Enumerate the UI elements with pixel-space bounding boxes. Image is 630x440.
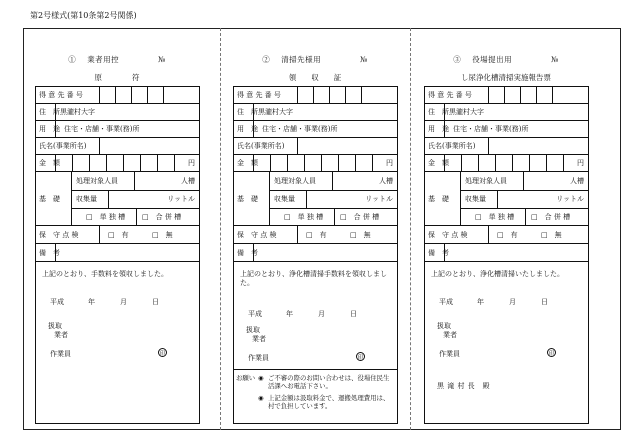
maintenance-row xyxy=(36,226,199,244)
address-label: 住 所 xyxy=(234,104,254,120)
volume-label: 収集量 xyxy=(465,195,486,203)
notes-section xyxy=(234,369,397,426)
yen-unit: 円 xyxy=(386,159,393,167)
column-title xyxy=(412,54,600,65)
amount-digit-cell[interactable] xyxy=(107,155,124,171)
basis-divider xyxy=(525,208,526,226)
column-number: ① xyxy=(68,55,77,64)
serial-number-label: № xyxy=(158,55,166,64)
use-label: 用 途 xyxy=(425,121,445,137)
combined-tank-checkbox[interactable]: □ 合 併 槽 xyxy=(531,213,571,221)
digit-cell[interactable] xyxy=(346,87,362,103)
use-label: 用 途 xyxy=(234,121,254,137)
remarks-label: 備 考 xyxy=(425,244,445,261)
remarks-row xyxy=(234,244,397,262)
basis-divider xyxy=(332,172,333,190)
date-year: 年 xyxy=(88,298,95,306)
name-row xyxy=(425,138,588,155)
column-purpose: 役場提出用 xyxy=(472,55,513,64)
digit-cell[interactable] xyxy=(132,87,148,103)
use-label: 用 途 xyxy=(36,121,56,137)
maintenance-no-checkbox[interactable]: □ 無 xyxy=(350,230,371,239)
digit-cell[interactable] xyxy=(537,87,553,103)
persons-label: 処理対象人員 xyxy=(465,177,507,185)
use-value: 住宅・店舗・事業(務)所 xyxy=(262,125,338,133)
maintenance-yes-checkbox[interactable]: □ 有 xyxy=(108,230,129,239)
seal-mark: 印 xyxy=(158,348,167,357)
date-day: 日 xyxy=(541,298,548,306)
amount-digit-cell[interactable] xyxy=(445,155,462,171)
form-column xyxy=(412,28,600,430)
serial-number-label: № xyxy=(360,55,368,64)
basis-label: 基 礎 xyxy=(36,172,72,225)
combined-tank-checkbox[interactable]: □ 合 併 槽 xyxy=(142,213,182,221)
amount-digit-cell[interactable] xyxy=(513,155,530,171)
volume-unit: リットル xyxy=(365,195,393,203)
worker-label: 作業員 xyxy=(439,350,460,358)
digit-cell[interactable] xyxy=(298,87,314,103)
combined-tank-checkbox[interactable]: □ 合 併 槽 xyxy=(340,213,380,221)
address-village: 黒瀧村大字 xyxy=(449,108,484,116)
amount-digit-cell[interactable] xyxy=(356,155,373,171)
digit-cell[interactable] xyxy=(521,87,537,103)
customer-number-label: 得 意 先 番 号 xyxy=(36,87,100,103)
company-label: 業者 xyxy=(252,335,266,343)
serial-number-label: № xyxy=(551,55,559,64)
single-tank-checkbox[interactable]: □ 単 独 槽 xyxy=(284,213,324,221)
receipt-statement: 上記のとおり、手数料を領収しました。 xyxy=(42,270,168,278)
worker-label: 作業員 xyxy=(248,354,269,362)
basis-divider xyxy=(523,172,524,190)
date-era: 平成 xyxy=(50,298,64,306)
maintenance-no-checkbox[interactable]: □ 無 xyxy=(541,230,562,239)
digit-cell[interactable] xyxy=(314,87,330,103)
address-label: 住 所 xyxy=(425,104,445,120)
volume-unit: リットル xyxy=(167,195,195,203)
basis-block xyxy=(36,172,199,226)
form-column xyxy=(23,28,211,430)
maintenance-row xyxy=(425,226,588,244)
column-subtitle: 原 符 xyxy=(94,73,140,82)
notes-label: お願い xyxy=(236,374,256,382)
receipt-statement: 上記のとおり、浄化槽清掃いたしました。 xyxy=(431,270,564,278)
digit-cell[interactable] xyxy=(489,87,505,103)
volume-unit: リットル xyxy=(556,195,584,203)
amount-digit-cell[interactable] xyxy=(56,155,73,171)
basis-label: 基 礎 xyxy=(425,172,461,225)
address-row xyxy=(234,104,397,121)
digit-cell[interactable] xyxy=(116,87,132,103)
maintenance-yes-checkbox[interactable]: □ 有 xyxy=(306,230,327,239)
column-divider xyxy=(410,28,411,430)
remarks-label: 備 考 xyxy=(234,244,254,261)
maintenance-row xyxy=(234,226,397,244)
addressee: 黒 滝 村 長 殿 xyxy=(437,382,491,390)
use-row xyxy=(234,121,397,138)
basis-block xyxy=(234,172,397,226)
single-tank-checkbox[interactable]: □ 単 独 槽 xyxy=(475,213,515,221)
handler-label: 扱取 xyxy=(48,322,62,330)
form-table xyxy=(424,86,589,424)
persons-label: 処理対象人員 xyxy=(76,177,118,185)
amount-digit-cell[interactable] xyxy=(462,155,479,171)
amount-digit-cell[interactable] xyxy=(322,155,339,171)
name-row xyxy=(36,138,199,155)
handler-label: 扱取 xyxy=(246,326,260,334)
form-table xyxy=(35,86,200,424)
address-label: 住 所 xyxy=(36,104,56,120)
digit-cell[interactable] xyxy=(505,87,521,103)
column-subtitle: 領 収 証 xyxy=(288,73,342,82)
volume-label: 収集量 xyxy=(274,195,295,203)
company-label: 業者 xyxy=(54,331,68,339)
basis-divider xyxy=(136,208,137,226)
basis-divider xyxy=(334,208,335,226)
digit-cell[interactable] xyxy=(100,87,116,103)
form-column xyxy=(221,28,409,430)
amount-digit-cell[interactable] xyxy=(288,155,305,171)
column-title xyxy=(23,54,211,65)
note-inquiry: ご不審の際のお問い合わせは、役場住民生活課へお電話下さい。 xyxy=(268,374,390,390)
remarks-row xyxy=(36,244,199,262)
amount-digit-cell[interactable] xyxy=(547,155,564,171)
amount-label: 金 額 xyxy=(36,155,56,171)
yen-unit: 円 xyxy=(188,159,195,167)
seal-mark: 印 xyxy=(356,352,365,361)
note-bullet-icon: ◉ xyxy=(258,394,264,402)
name-label: 氏名(事業所名) xyxy=(234,138,298,154)
worker-label: 作業員 xyxy=(50,350,71,358)
date-day: 日 xyxy=(350,310,357,318)
receipt-statement: 上記のとおり、浄化槽清掃手数料を領収しました。 xyxy=(240,270,387,287)
use-row xyxy=(36,121,199,138)
address-village: 黒瀧村大字 xyxy=(258,108,293,116)
amount-digit-cell[interactable] xyxy=(496,155,513,171)
form-table xyxy=(233,86,398,424)
column-purpose: 業者用控 xyxy=(87,55,120,64)
amount-row xyxy=(425,155,588,172)
amount-digit-cell[interactable] xyxy=(271,155,288,171)
basis-block xyxy=(425,172,588,226)
basis-divider xyxy=(497,190,498,208)
basis-label: 基 礎 xyxy=(234,172,270,225)
amount-digit-cell[interactable] xyxy=(530,155,547,171)
amount-digit-cell[interactable] xyxy=(124,155,141,171)
amount-digit-cell[interactable] xyxy=(479,155,496,171)
remarks-label: 備 考 xyxy=(36,244,56,261)
customer-number-row xyxy=(234,87,397,104)
remarks-row xyxy=(425,244,588,262)
amount-digit-cell[interactable] xyxy=(339,155,356,171)
name-label: 氏名(事業所名) xyxy=(425,138,489,154)
date-era: 平成 xyxy=(439,298,453,306)
column-title xyxy=(221,54,409,65)
name-label: 氏名(事業所名) xyxy=(36,138,100,154)
date-year: 年 xyxy=(477,298,484,306)
note-bullet-icon: ◉ xyxy=(258,374,264,382)
persons-unit: 人槽 xyxy=(181,177,195,185)
maintenance-yes-checkbox[interactable]: □ 有 xyxy=(497,230,518,239)
amount-row xyxy=(234,155,397,172)
date-year: 年 xyxy=(286,310,293,318)
basis-divider xyxy=(134,172,135,190)
customer-number-row xyxy=(36,87,199,104)
date-day: 日 xyxy=(152,298,159,306)
date-month: 月 xyxy=(318,310,325,318)
address-row xyxy=(425,104,588,121)
persons-unit: 人槽 xyxy=(379,177,393,185)
amount-label: 金 額 xyxy=(425,155,445,171)
amount-digit-cell[interactable] xyxy=(141,155,158,171)
amount-row xyxy=(36,155,199,172)
use-row xyxy=(425,121,588,138)
form-header: 第2号様式(第10条第2号関係) xyxy=(30,11,137,20)
column-subtitle: し尿浄化槽清掃実施報告票 xyxy=(461,73,551,82)
customer-number-label: 得 意 先 番 号 xyxy=(425,87,489,103)
name-row xyxy=(234,138,397,155)
basis-divider xyxy=(306,190,307,208)
column-purpose: 清掃先様用 xyxy=(281,55,322,64)
yen-unit: 円 xyxy=(577,159,584,167)
amount-label: 金 額 xyxy=(234,155,254,171)
persons-label: 処理対象人員 xyxy=(274,177,316,185)
maintenance-label: 保 守 点 検 xyxy=(425,226,489,243)
basis-divider xyxy=(108,190,109,208)
date-era: 平成 xyxy=(248,310,262,318)
use-value: 住宅・店舗・事業(務)所 xyxy=(64,125,140,133)
use-value: 住宅・店舗・事業(務)所 xyxy=(453,125,529,133)
column-number: ② xyxy=(262,55,271,64)
maintenance-label: 保 守 点 検 xyxy=(234,226,298,243)
persons-unit: 人槽 xyxy=(570,177,584,185)
company-label: 業者 xyxy=(443,331,457,339)
seal-mark: 印 xyxy=(547,348,556,357)
handler-label: 扱取 xyxy=(437,322,451,330)
amount-digit-cell[interactable] xyxy=(158,155,175,171)
digit-cell[interactable] xyxy=(148,87,164,103)
customer-number-label: 得 意 先 番 号 xyxy=(234,87,298,103)
maintenance-no-checkbox[interactable]: □ 無 xyxy=(152,230,173,239)
address-row xyxy=(36,104,199,121)
date-month: 月 xyxy=(120,298,127,306)
note-fee: 上記金額は汲取料金で、運搬処理費用は、村で負担しています。 xyxy=(268,394,390,410)
maintenance-label: 保 守 点 検 xyxy=(36,226,100,243)
amount-digit-cell[interactable] xyxy=(305,155,322,171)
single-tank-checkbox[interactable]: □ 単 独 槽 xyxy=(86,213,126,221)
date-month: 月 xyxy=(509,298,516,306)
amount-digit-cell[interactable] xyxy=(254,155,271,171)
column-number: ③ xyxy=(453,55,462,64)
digit-cell[interactable] xyxy=(330,87,346,103)
address-village: 黒瀧村大字 xyxy=(60,108,95,116)
amount-digit-cell[interactable] xyxy=(73,155,90,171)
volume-label: 収集量 xyxy=(76,195,97,203)
customer-number-row xyxy=(425,87,588,104)
amount-digit-cell[interactable] xyxy=(90,155,107,171)
